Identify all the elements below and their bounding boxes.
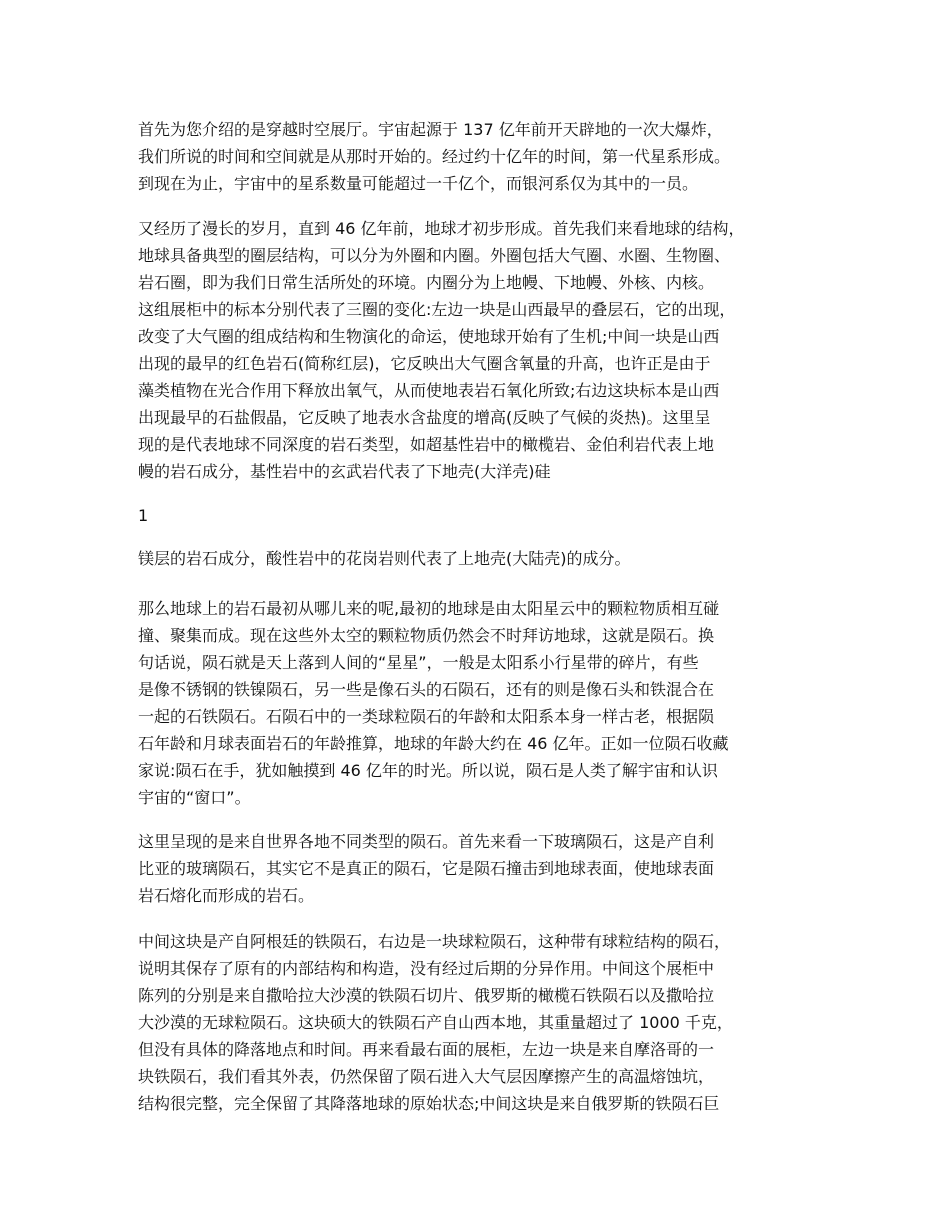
text-line: 石年龄和月球表面岩石的年龄推算，地球的年龄大约在 46 亿年。正如一位陨石收藏	[138, 734, 729, 753]
paragraph-4	[138, 595, 838, 811]
paragraph-6	[138, 928, 838, 1117]
text-line: 地球具备典型的圈层结构，可以分为外圈和内圈。外圈包括大气圈、水圈、生物圈、	[138, 246, 731, 265]
text-line: 一起的石铁陨石。石陨石中的一类球粒陨石的年龄和太阳系本身一样古老，根据陨	[138, 707, 715, 726]
text-line: 撞、聚集而成。现在这些外太空的颗粒物质仍然会不时拜访地球，这就是陨石。换	[138, 626, 715, 645]
text-line: 陈列的分别是来自撒哈拉大沙漠的铁陨石切片、俄罗斯的橄榄石铁陨石以及撒哈拉	[138, 986, 715, 1005]
text-line: 现的是代表地球不同深度的岩石类型，如超基性岩中的橄榄岩、金伯利岩代表上地	[138, 435, 715, 454]
text-line: 中间这块是产自阿根廷的铁陨石，右边是一块球粒陨石，这种带有球粒结构的陨石，	[138, 932, 731, 951]
text-line: 那么地球上的岩石最初从哪儿来的呢,最初的地球是由太阳星云中的颗粒物质相互碰	[138, 599, 720, 618]
text-line: 结构很完整，完全保留了其降落地球的原始状态;中间这块是来自俄罗斯的铁陨石巨	[138, 1094, 720, 1113]
page-number: 1	[138, 506, 149, 525]
text-line: 藻类植物在光合作用下释放出氧气，从而使地表岩石氧化所致;右边这块标本是山西	[138, 381, 720, 400]
text-line: 这里呈现的是来自世界各地不同类型的陨石。首先来看一下玻璃陨石，这是产自利	[138, 832, 715, 851]
paragraph-3	[138, 545, 838, 572]
text-line: 大沙漠的无球粒陨石。这块硕大的铁陨石产自山西本地，其重量超过了 1000 千克，	[138, 1013, 733, 1032]
paragraph-5	[138, 828, 838, 909]
text-line: 岩石熔化而形成的岩石。	[138, 886, 315, 905]
text-line: 家说:陨石在手，犹如触摸到 46 亿年的时光。所以说，陨石是人类了解宇宙和认识	[138, 761, 718, 780]
text-line: 出现的最早的红色岩石(简称红层)，它反映出大气圈含氧量的升高，也许正是由于	[138, 354, 711, 373]
text-line: 比亚的玻璃陨石，其实它不是真正的陨石，它是陨石撞击到地球表面，使地球表面	[138, 859, 715, 878]
text-line: 说明其保存了原有的内部结构和构造，没有经过后期的分异作用。中间这个展柜中	[138, 959, 715, 978]
text-line: 镁层的岩石成分，酸性岩中的花岗岩则代表了上地壳(大陆壳)的成分。	[138, 549, 631, 568]
paragraph-1	[138, 116, 838, 197]
text-line: 句话说，陨石就是天上落到人间的“星星”，一般是太阳系小行星带的碎片，有些	[138, 653, 699, 672]
paragraph-2	[138, 215, 838, 485]
text-line: 首先为您介绍的是穿越时空展厅。宇宙起源于 137 亿年前开天辟地的一次大爆炸，	[138, 120, 723, 139]
text-line: 宇宙的“窗口”。	[138, 788, 251, 807]
text-line: 但没有具体的降落地点和时间。再来看最右面的展柜，左边一块是来自摩洛哥的一	[138, 1040, 715, 1059]
text-line: 这组展柜中的标本分别代表了三圈的变化:左边一块是山西最早的叠层石，它的出现，	[138, 300, 736, 319]
text-line: 是像不锈钢的铁镍陨石，另一些是像石头的石陨石，还有的则是像石头和铁混合在	[138, 680, 715, 699]
text-line: 我们所说的时间和空间就是从那时开始的。经过约十亿年的时间，第一代星系形成。	[138, 147, 731, 166]
text-line: 岩石圈，即为我们日常生活所处的环境。内圈分为上地幔、下地幔、外核、内核。	[138, 273, 715, 292]
text-line: 到现在为止，宇宙中的星系数量可能超过一千亿个，而银河系仅为其中的一员。	[138, 174, 699, 193]
text-line: 出现最早的石盐假晶，它反映了地表水含盐度的增高(反映了气候的炎热)。这里呈	[138, 408, 711, 427]
text-line: 块铁陨石，我们看其外表，仍然保留了陨石进入大气层因摩擦产生的高温熔蚀坑，	[138, 1067, 715, 1086]
text-line: 幔的岩石成分，基性岩中的玄武岩代表了下地壳(大洋壳)硅	[138, 462, 551, 481]
text-line: 改变了大气圈的组成结构和生物演化的命运，使地球开始有了生机;中间一块是山西	[138, 327, 720, 346]
text-line: 又经历了漫长的岁月，直到 46 亿年前，地球才初步形成。首先我们来看地球的结构，	[138, 219, 745, 238]
